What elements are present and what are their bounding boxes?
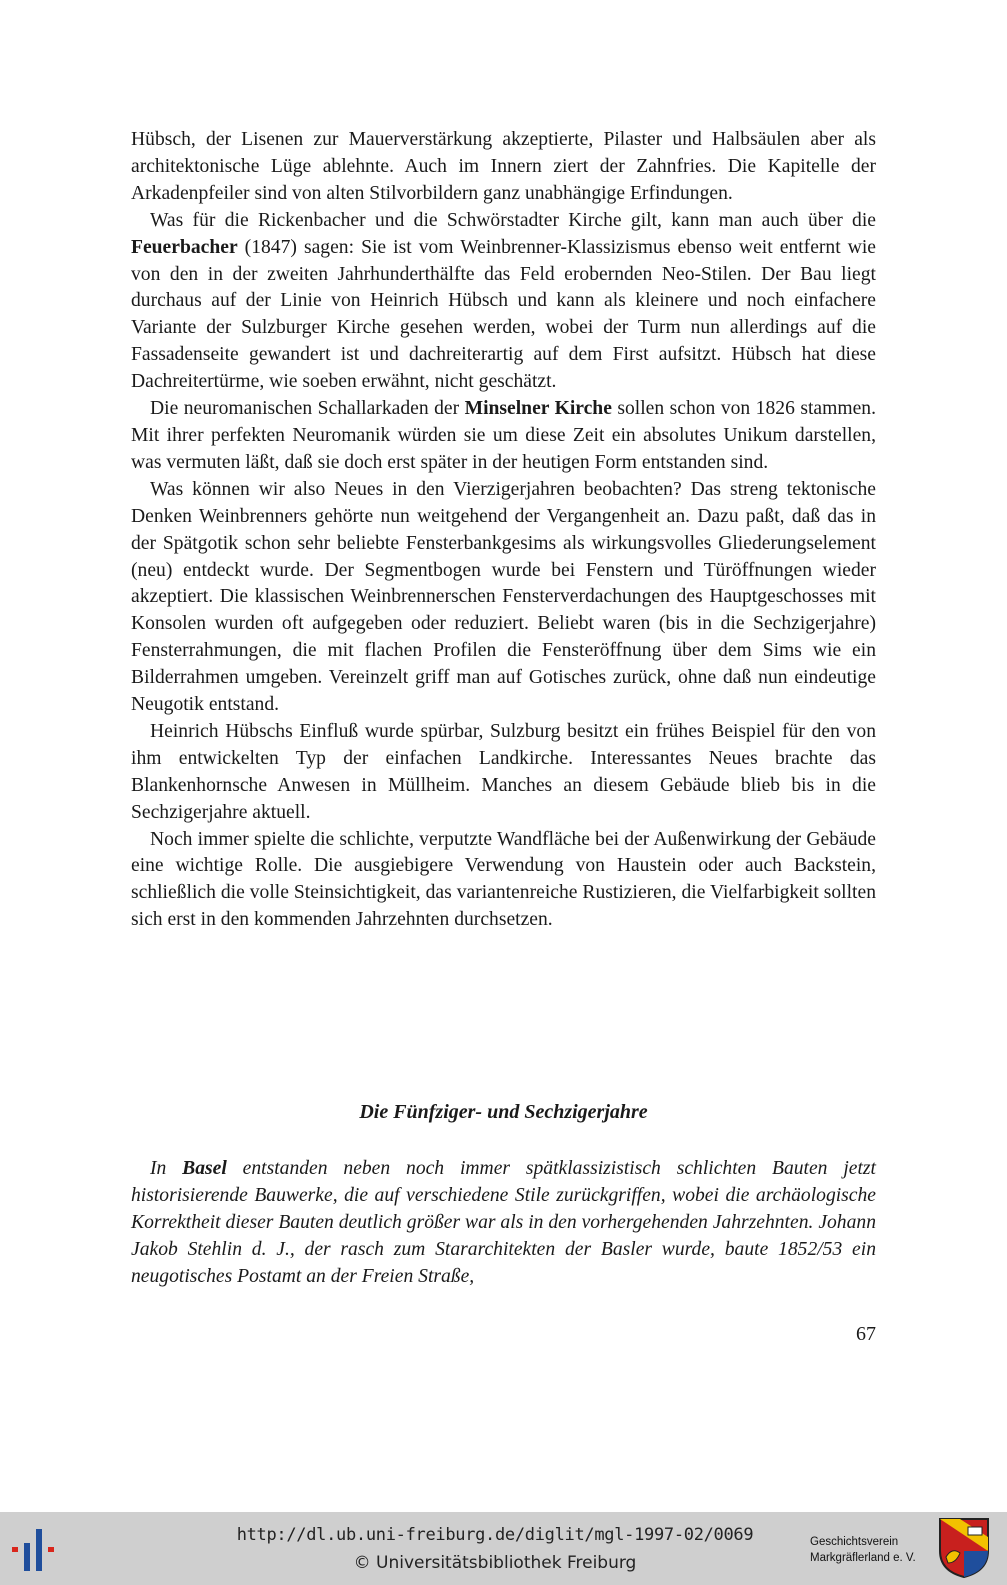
paragraph — [131, 719, 876, 827]
bold-term: Basel — [182, 1158, 227, 1179]
society-name — [810, 1534, 936, 1566]
text-run: entstanden neben noch immer spätklassizistisch schlichten Bauten jetzt historisierende Bauwerke, die auf verschiedene Stile zurückgriffen, wobei die archäologische Korrektheit dieser Bauten deutlich größer war als in den vorhergehenden Jahrzehnten. Johann Jakob Stehlin d. J., der rasch zum Stararchitekten der Basler wurde, baute 1852/53 ein neugotisches Postamt an der Freien Straße, — [131, 1158, 876, 1287]
paragraph — [131, 127, 876, 208]
paragraph — [131, 827, 876, 935]
paragraph — [131, 477, 876, 719]
document-url-link[interactable]: http://dl.ub.uni-freiburg.de/diglit/mgl-1997-02/0069 — [236, 1525, 754, 1545]
paragraph — [131, 396, 876, 477]
society-name-line: Markgräflerland e. V. — [810, 1552, 916, 1564]
society-name-line: Geschichtsverein — [810, 1536, 899, 1548]
paragraph — [131, 208, 876, 396]
text-run: Heinrich Hübschs Einfluß wurde spürbar, Sulzburg besitzt ein frühes Beispiel für den von ihm entwickelten Typ der einfachen Landkirche. Interessantes Neues brachte das Blankenhornsche Anwesen in Müllheim. Manches an diesem Gebäude blieb bis in die Sechzigerjahre aktuell. — [131, 720, 876, 823]
text-run: (1847) sagen: Sie ist vom Weinbrenner-Klassizismus ebenso weit entfernt wie von den in der zweiten Jahrhunderthälfte das Feld erobernden Neo-Stilen. Der Bau liegt durchaus auf der Linie von Heinrich Hübsch und kann als kleinere und noch einfachere Variante der Sulzburger Kirche gesehen werden, wobei der Turm nun allerdings auf die Fassadenseite gewandert ist und dachreiterartig auf dem First aufsitzt. Hübsch hat diese Dachreitertürme, wie soeben erwähnt, nicht geschätzt. — [131, 236, 876, 393]
text-run: Noch immer spielte die schlichte, verputzte Wandfläche bei der Außenwirkung der Gebäude eine wichtige Rolle. Die ausgiebigere Verwendung von Haustein oder auch Backstein, schließlich die volle Steinsichtigkeit, das variantenreiche Rustizieren, die Vielfarbigkeit sollten sich erst in den kommenden Jahrzehnten durchsetzen. — [131, 828, 876, 931]
text-run: In — [150, 1158, 183, 1179]
bold-term: Minselner Kirche — [464, 398, 612, 420]
body-text — [131, 127, 876, 934]
page-number: 67 — [856, 1323, 876, 1345]
text-run: Die neuromanischen Schallarkaden der — [150, 398, 465, 420]
text-run: Was können wir also Neues in den Vierzigerjahren beobachten? Das streng tektonische Denken Weinbrenners gehörte nun weitgehend der Vergangenheit an. Dazu paßt, daß das in der Spätgotik schon sehr beliebte Fensterbankgesims als wirkungsvolles Gliederungselement (neu) entdeckt wurde. Der Segmentbogen wurde bei Fenstern und Türöffnungen wieder akzeptiert. Die klassischen Weinbrennerschen Fensterverdachungen des Hauptgeschosses mit Konsolen wurden oft aufgegeben oder reduziert. Beliebt waren (bis in die Sechzigerjahre) Fensterrahmungen, die mit flachen Profilen die Fensteröffnung über dem Sims wie ein Bilderrahmen umgeben. Vereinzelt griff man auf Gotisches zurück, ohne daß nun eindeutige Neugotik entstand. — [131, 478, 876, 716]
section-heading: Die Fünfziger- und Sechzigerjahre — [359, 1101, 648, 1123]
library-logo-icon — [10, 1525, 62, 1573]
text-run: sollen schon von 1826 stammen. Mit ihrer perfekten Neuromanik würden sie um diese Zeit ein absolutes Unikum darstellen, was vermuten läßt, daß sie doch erst später in der heutigen Form entstanden sind. — [131, 398, 876, 473]
text-run: Hübsch, der Lisenen zur Mauerverstärkung akzeptierte, Pilaster und Halbsäulen aber als architektonische Lüge ablehnte. Auch im Innern ziert der Zahnfries. Die Kapitelle der Arkadenpfeiler sind von alten Stilvorbildern ganz unabhängige Erfindungen. — [131, 129, 876, 204]
italic-text-block — [131, 1156, 876, 1291]
viewer-footer — [0, 1512, 1007, 1585]
coat-of-arms-icon — [938, 1517, 990, 1579]
bold-term: Feuerbacher — [131, 236, 238, 258]
text-run: Was für die Rickenbacher und die Schwörstadter Kirche gilt, kann man auch über die — [150, 209, 876, 231]
copyright-notice: © Universitätsbibliothek Freiburg — [353, 1553, 637, 1573]
italic-paragraph — [131, 1156, 876, 1291]
